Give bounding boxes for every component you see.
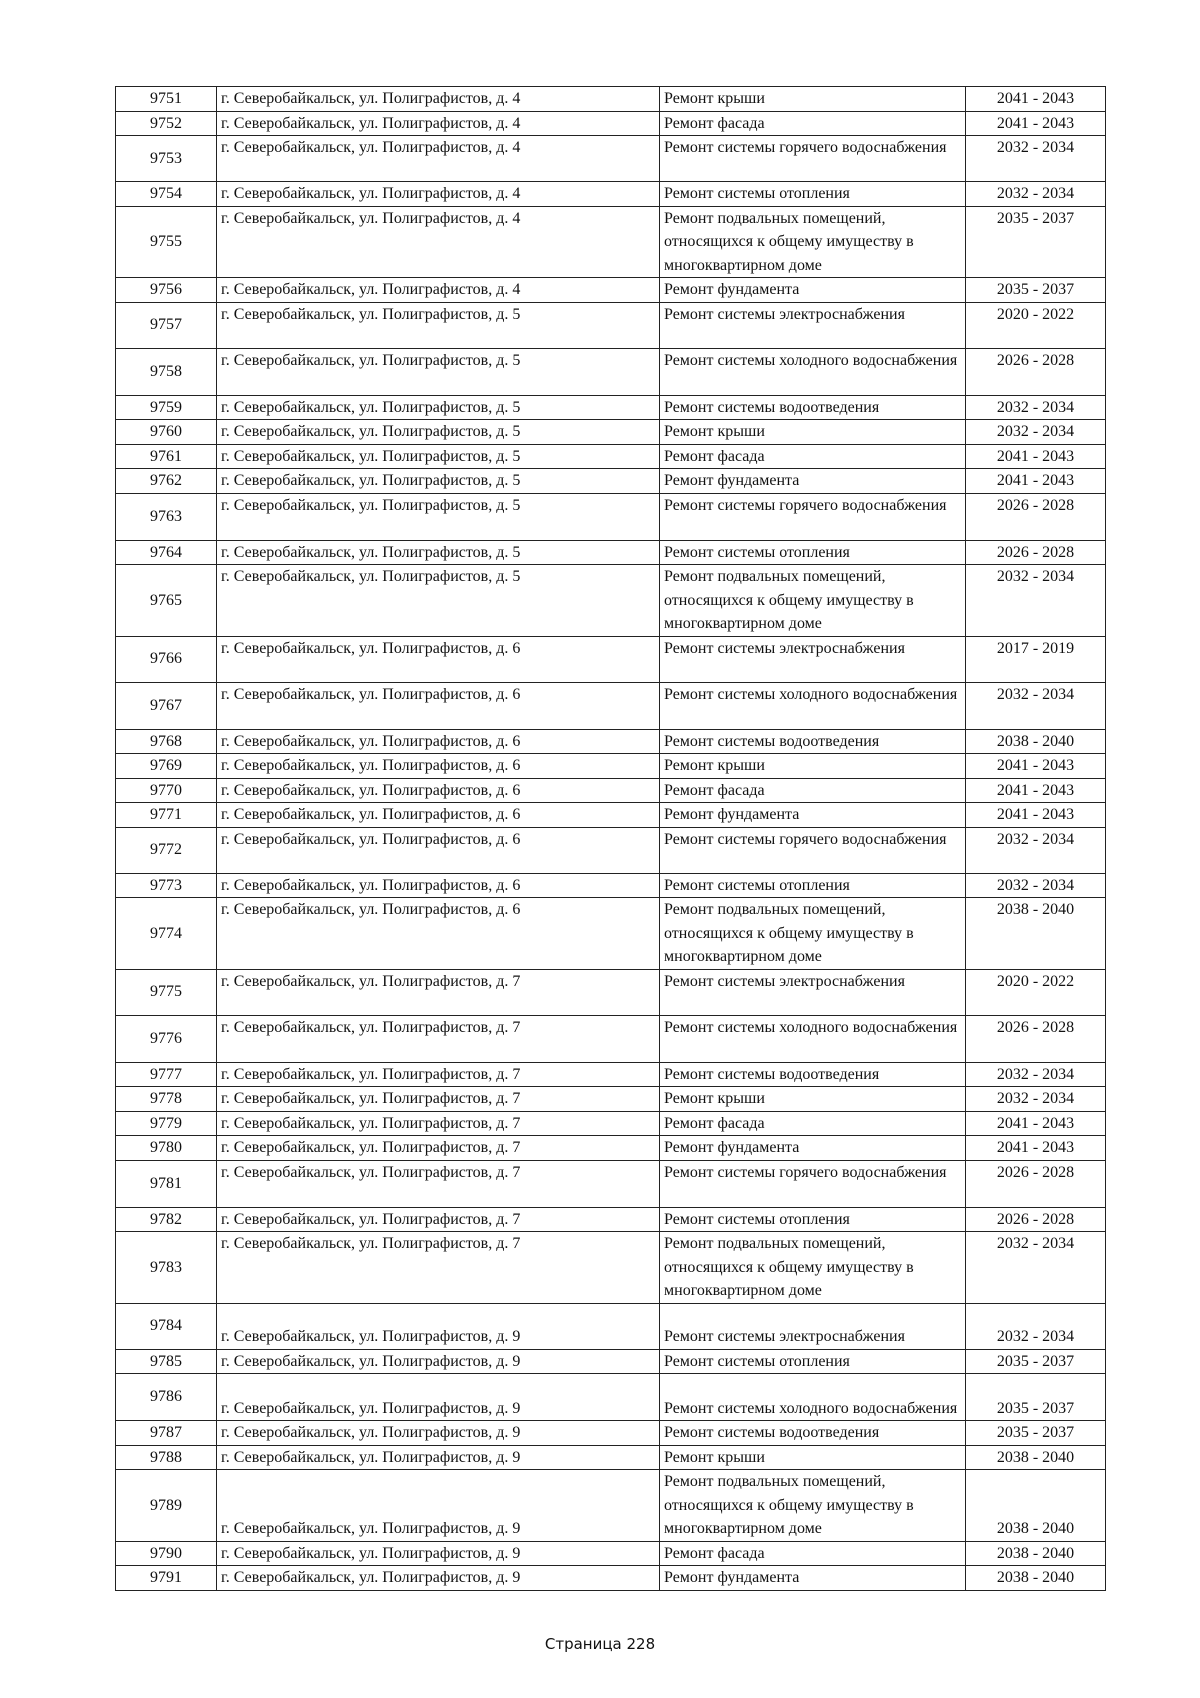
address-cell: г. Северобайкальск, ул. Полиграфистов, д. 4 xyxy=(217,206,660,278)
work-type-cell: Ремонт системы горячего водоснабжения xyxy=(660,136,966,182)
table-row xyxy=(116,1015,1106,1062)
period-cell: 2032 - 2034 xyxy=(966,182,1106,207)
row-number: 9773 xyxy=(116,873,217,898)
row-number: 9752 xyxy=(116,111,217,136)
period-cell: 2038 - 2040 xyxy=(966,1566,1106,1591)
work-type-cell: Ремонт подвальных помещений, относящихся к общему имуществу в многоквартирном доме xyxy=(660,1470,966,1542)
work-type-cell: Ремонт крыши xyxy=(660,87,966,112)
row-number: 9751 xyxy=(116,87,217,112)
row-number: 9770 xyxy=(116,778,217,803)
work-type-cell: Ремонт системы отопления xyxy=(660,540,966,565)
work-type-cell: Ремонт фасада xyxy=(660,1111,966,1136)
row-number: 9780 xyxy=(116,1136,217,1161)
work-type-cell: Ремонт фундамента xyxy=(660,803,966,828)
period-cell: 2032 - 2034 xyxy=(966,827,1106,873)
row-number: 9787 xyxy=(116,1421,217,1446)
address-cell: г. Северобайкальск, ул. Полиграфистов, д. 5 xyxy=(217,493,660,540)
address-cell: г. Северобайкальск, ул. Полиграфистов, д. 9 xyxy=(217,1541,660,1566)
row-number: 9784 xyxy=(116,1303,217,1349)
work-type-cell: Ремонт системы водоотведения xyxy=(660,1062,966,1087)
address-cell: г. Северобайкальск, ул. Полиграфистов, д. 5 xyxy=(217,348,660,395)
work-type-cell: Ремонт системы электроснабжения xyxy=(660,969,966,1015)
address-cell: г. Северобайкальск, ул. Полиграфистов, д. 7 xyxy=(217,1111,660,1136)
work-type-cell: Ремонт системы водоотведения xyxy=(660,1421,966,1446)
period-cell: 2032 - 2034 xyxy=(966,1232,1106,1304)
table-row xyxy=(116,754,1106,779)
address-cell: г. Северобайкальск, ул. Полиграфистов, д. 6 xyxy=(217,803,660,828)
work-type-cell: Ремонт системы электроснабжения xyxy=(660,1303,966,1349)
row-number: 9785 xyxy=(116,1349,217,1374)
work-type-cell: Ремонт системы отопления xyxy=(660,873,966,898)
table-row xyxy=(116,348,1106,395)
period-cell: 2041 - 2043 xyxy=(966,803,1106,828)
address-cell: г. Северобайкальск, ул. Полиграфистов, д. 9 xyxy=(217,1349,660,1374)
row-number: 9779 xyxy=(116,1111,217,1136)
period-cell: 2026 - 2028 xyxy=(966,1015,1106,1062)
table-row xyxy=(116,1566,1106,1591)
row-number: 9788 xyxy=(116,1445,217,1470)
table-row xyxy=(116,1136,1106,1161)
address-cell: г. Северобайкальск, ул. Полиграфистов, д. 4 xyxy=(217,136,660,182)
address-cell: г. Северобайкальск, ул. Полиграфистов, д. 7 xyxy=(217,969,660,1015)
period-cell: 2032 - 2034 xyxy=(966,395,1106,420)
period-cell: 2032 - 2034 xyxy=(966,136,1106,182)
address-cell: г. Северобайкальск, ул. Полиграфистов, д. 4 xyxy=(217,87,660,112)
row-number: 9762 xyxy=(116,469,217,494)
period-cell: 2026 - 2028 xyxy=(966,493,1106,540)
row-number: 9774 xyxy=(116,898,217,970)
period-cell: 2041 - 2043 xyxy=(966,87,1106,112)
work-type-cell: Ремонт фасада xyxy=(660,778,966,803)
work-type-cell: Ремонт системы холодного водоснабжения xyxy=(660,682,966,729)
period-cell: 2026 - 2028 xyxy=(966,1160,1106,1207)
table-row xyxy=(116,182,1106,207)
table-row xyxy=(116,1232,1106,1304)
row-number: 9765 xyxy=(116,565,217,637)
period-cell: 2035 - 2037 xyxy=(966,206,1106,278)
table-row xyxy=(116,682,1106,729)
period-cell: 2017 - 2019 xyxy=(966,636,1106,682)
address-cell: г. Северобайкальск, ул. Полиграфистов, д. 7 xyxy=(217,1207,660,1232)
table-row xyxy=(116,469,1106,494)
address-cell: г. Северобайкальск, ул. Полиграфистов, д. 9 xyxy=(217,1445,660,1470)
address-cell: г. Северобайкальск, ул. Полиграфистов, д. 7 xyxy=(217,1232,660,1304)
table-row xyxy=(116,778,1106,803)
work-type-cell: Ремонт подвальных помещений, относящихся к общему имуществу в многоквартирном доме xyxy=(660,1232,966,1304)
work-type-cell: Ремонт системы водоотведения xyxy=(660,729,966,754)
address-cell: г. Северобайкальск, ул. Полиграфистов, д. 5 xyxy=(217,444,660,469)
work-type-cell: Ремонт крыши xyxy=(660,754,966,779)
period-cell: 2032 - 2034 xyxy=(966,565,1106,637)
period-cell: 2035 - 2037 xyxy=(966,1349,1106,1374)
table-row xyxy=(116,1303,1106,1349)
row-number: 9790 xyxy=(116,1541,217,1566)
period-cell: 2038 - 2040 xyxy=(966,1541,1106,1566)
table-row xyxy=(116,1349,1106,1374)
repair-schedule-table xyxy=(115,86,1106,1591)
row-number: 9766 xyxy=(116,636,217,682)
address-cell: г. Северобайкальск, ул. Полиграфистов, д. 5 xyxy=(217,302,660,348)
address-cell: г. Северобайкальск, ул. Полиграфистов, д. 4 xyxy=(217,111,660,136)
address-cell: г. Северобайкальск, ул. Полиграфистов, д. 5 xyxy=(217,395,660,420)
period-cell: 2032 - 2034 xyxy=(966,1087,1106,1112)
table-row xyxy=(116,206,1106,278)
table-row xyxy=(116,87,1106,112)
table-row xyxy=(116,444,1106,469)
row-number: 9776 xyxy=(116,1015,217,1062)
address-cell: г. Северобайкальск, ул. Полиграфистов, д. 7 xyxy=(217,1015,660,1062)
work-type-cell: Ремонт фундамента xyxy=(660,1136,966,1161)
table-row xyxy=(116,1374,1106,1421)
period-cell: 2035 - 2037 xyxy=(966,1374,1106,1421)
table-row xyxy=(116,1470,1106,1542)
period-cell: 2041 - 2043 xyxy=(966,111,1106,136)
table-row xyxy=(116,873,1106,898)
row-number: 9771 xyxy=(116,803,217,828)
row-number: 9791 xyxy=(116,1566,217,1591)
work-type-cell: Ремонт системы отопления xyxy=(660,182,966,207)
work-type-cell: Ремонт системы электроснабжения xyxy=(660,302,966,348)
row-number: 9760 xyxy=(116,420,217,445)
work-type-cell: Ремонт системы холодного водоснабжения xyxy=(660,348,966,395)
address-cell: г. Северобайкальск, ул. Полиграфистов, д. 5 xyxy=(217,420,660,445)
table-row xyxy=(116,278,1106,303)
address-cell: г. Северобайкальск, ул. Полиграфистов, д. 9 xyxy=(217,1374,660,1421)
table-row xyxy=(116,565,1106,637)
period-cell: 2032 - 2034 xyxy=(966,873,1106,898)
table-row xyxy=(116,729,1106,754)
row-number: 9782 xyxy=(116,1207,217,1232)
row-number: 9764 xyxy=(116,540,217,565)
period-cell: 2038 - 2040 xyxy=(966,1470,1106,1542)
work-type-cell: Ремонт фундамента xyxy=(660,278,966,303)
table-row xyxy=(116,1160,1106,1207)
table-body xyxy=(116,87,1106,1591)
work-type-cell: Ремонт подвальных помещений, относящихся к общему имуществу в многоквартирном доме xyxy=(660,206,966,278)
page-number: Страница 228 xyxy=(544,1635,656,1653)
table-row xyxy=(116,420,1106,445)
work-type-cell: Ремонт крыши xyxy=(660,1087,966,1112)
table-row xyxy=(116,1062,1106,1087)
work-type-cell: Ремонт фундамента xyxy=(660,1566,966,1591)
address-cell: г. Северобайкальск, ул. Полиграфистов, д. 7 xyxy=(217,1160,660,1207)
table-row xyxy=(116,1445,1106,1470)
work-type-cell: Ремонт фасада xyxy=(660,111,966,136)
table-row xyxy=(116,827,1106,873)
row-number: 9768 xyxy=(116,729,217,754)
address-cell: г. Северобайкальск, ул. Полиграфистов, д. 6 xyxy=(217,754,660,779)
table-row xyxy=(116,1421,1106,1446)
work-type-cell: Ремонт системы холодного водоснабжения xyxy=(660,1374,966,1421)
work-type-cell: Ремонт фасада xyxy=(660,1541,966,1566)
address-cell: г. Северобайкальск, ул. Полиграфистов, д. 6 xyxy=(217,682,660,729)
row-number: 9778 xyxy=(116,1087,217,1112)
row-number: 9754 xyxy=(116,182,217,207)
table-row xyxy=(116,803,1106,828)
row-number: 9781 xyxy=(116,1160,217,1207)
period-cell: 2041 - 2043 xyxy=(966,754,1106,779)
table-row xyxy=(116,969,1106,1015)
period-cell: 2035 - 2037 xyxy=(966,278,1106,303)
period-cell: 2041 - 2043 xyxy=(966,778,1106,803)
work-type-cell: Ремонт системы электроснабжения xyxy=(660,636,966,682)
period-cell: 2032 - 2034 xyxy=(966,420,1106,445)
row-number: 9772 xyxy=(116,827,217,873)
row-number: 9789 xyxy=(116,1470,217,1542)
address-cell: г. Северобайкальск, ул. Полиграфистов, д. 4 xyxy=(217,182,660,207)
table-row xyxy=(116,898,1106,970)
work-type-cell: Ремонт подвальных помещений, относящихся к общему имуществу в многоквартирном доме xyxy=(660,565,966,637)
address-cell: г. Северобайкальск, ул. Полиграфистов, д. 9 xyxy=(217,1303,660,1349)
table-row xyxy=(116,540,1106,565)
address-cell: г. Северобайкальск, ул. Полиграфистов, д. 5 xyxy=(217,469,660,494)
period-cell: 2026 - 2028 xyxy=(966,1207,1106,1232)
table-row xyxy=(116,1087,1106,1112)
row-number: 9757 xyxy=(116,302,217,348)
period-cell: 2035 - 2037 xyxy=(966,1421,1106,1446)
period-cell: 2020 - 2022 xyxy=(966,302,1106,348)
row-number: 9767 xyxy=(116,682,217,729)
period-cell: 2041 - 2043 xyxy=(966,1111,1106,1136)
work-type-cell: Ремонт системы горячего водоснабжения xyxy=(660,827,966,873)
work-type-cell: Ремонт системы водоотведения xyxy=(660,395,966,420)
work-type-cell: Ремонт системы горячего водоснабжения xyxy=(660,493,966,540)
period-cell: 2041 - 2043 xyxy=(966,469,1106,494)
row-number: 9756 xyxy=(116,278,217,303)
table-row xyxy=(116,636,1106,682)
work-type-cell: Ремонт системы горячего водоснабжения xyxy=(660,1160,966,1207)
row-number: 9758 xyxy=(116,348,217,395)
address-cell: г. Северобайкальск, ул. Полиграфистов, д. 6 xyxy=(217,729,660,754)
work-type-cell: Ремонт крыши xyxy=(660,1445,966,1470)
row-number: 9761 xyxy=(116,444,217,469)
address-cell: г. Северобайкальск, ул. Полиграфистов, д. 5 xyxy=(217,565,660,637)
row-number: 9775 xyxy=(116,969,217,1015)
table-row xyxy=(116,302,1106,348)
period-cell: 2041 - 2043 xyxy=(966,1136,1106,1161)
period-cell: 2020 - 2022 xyxy=(966,969,1106,1015)
work-type-cell: Ремонт системы холодного водоснабжения xyxy=(660,1015,966,1062)
row-number: 9777 xyxy=(116,1062,217,1087)
period-cell: 2041 - 2043 xyxy=(966,444,1106,469)
address-cell: г. Северобайкальск, ул. Полиграфистов, д. 5 xyxy=(217,540,660,565)
address-cell: г. Северобайкальск, ул. Полиграфистов, д. 6 xyxy=(217,827,660,873)
table-row xyxy=(116,493,1106,540)
period-cell: 2032 - 2034 xyxy=(966,1062,1106,1087)
address-cell: г. Северобайкальск, ул. Полиграфистов, д. 6 xyxy=(217,636,660,682)
address-cell: г. Северобайкальск, ул. Полиграфистов, д. 6 xyxy=(217,898,660,970)
work-type-cell: Ремонт подвальных помещений, относящихся к общему имуществу в многоквартирном доме xyxy=(660,898,966,970)
address-cell: г. Северобайкальск, ул. Полиграфистов, д. 7 xyxy=(217,1087,660,1112)
table-row xyxy=(116,111,1106,136)
period-cell: 2038 - 2040 xyxy=(966,729,1106,754)
table-row xyxy=(116,1541,1106,1566)
address-cell: г. Северобайкальск, ул. Полиграфистов, д. 4 xyxy=(217,278,660,303)
row-number: 9759 xyxy=(116,395,217,420)
period-cell: 2032 - 2034 xyxy=(966,682,1106,729)
work-type-cell: Ремонт крыши xyxy=(660,420,966,445)
row-number: 9769 xyxy=(116,754,217,779)
address-cell: г. Северобайкальск, ул. Полиграфистов, д. 6 xyxy=(217,778,660,803)
period-cell: 2032 - 2034 xyxy=(966,1303,1106,1349)
address-cell: г. Северобайкальск, ул. Полиграфистов, д. 7 xyxy=(217,1136,660,1161)
table-row xyxy=(116,136,1106,182)
table-row xyxy=(116,1111,1106,1136)
work-type-cell: Ремонт фасада xyxy=(660,444,966,469)
work-type-cell: Ремонт системы отопления xyxy=(660,1349,966,1374)
row-number: 9755 xyxy=(116,206,217,278)
address-cell: г. Северобайкальск, ул. Полиграфистов, д. 7 xyxy=(217,1062,660,1087)
address-cell: г. Северобайкальск, ул. Полиграфистов, д. 6 xyxy=(217,873,660,898)
row-number: 9783 xyxy=(116,1232,217,1304)
address-cell: г. Северобайкальск, ул. Полиграфистов, д. 9 xyxy=(217,1470,660,1542)
period-cell: 2038 - 2040 xyxy=(966,1445,1106,1470)
table-row xyxy=(116,395,1106,420)
address-cell: г. Северобайкальск, ул. Полиграфистов, д. 9 xyxy=(217,1566,660,1591)
period-cell: 2026 - 2028 xyxy=(966,348,1106,395)
work-type-cell: Ремонт системы отопления xyxy=(660,1207,966,1232)
row-number: 9763 xyxy=(116,493,217,540)
table-row xyxy=(116,1207,1106,1232)
address-cell: г. Северобайкальск, ул. Полиграфистов, д. 9 xyxy=(217,1421,660,1446)
row-number: 9753 xyxy=(116,136,217,182)
period-cell: 2026 - 2028 xyxy=(966,540,1106,565)
period-cell: 2038 - 2040 xyxy=(966,898,1106,970)
work-type-cell: Ремонт фундамента xyxy=(660,469,966,494)
row-number: 9786 xyxy=(116,1374,217,1421)
